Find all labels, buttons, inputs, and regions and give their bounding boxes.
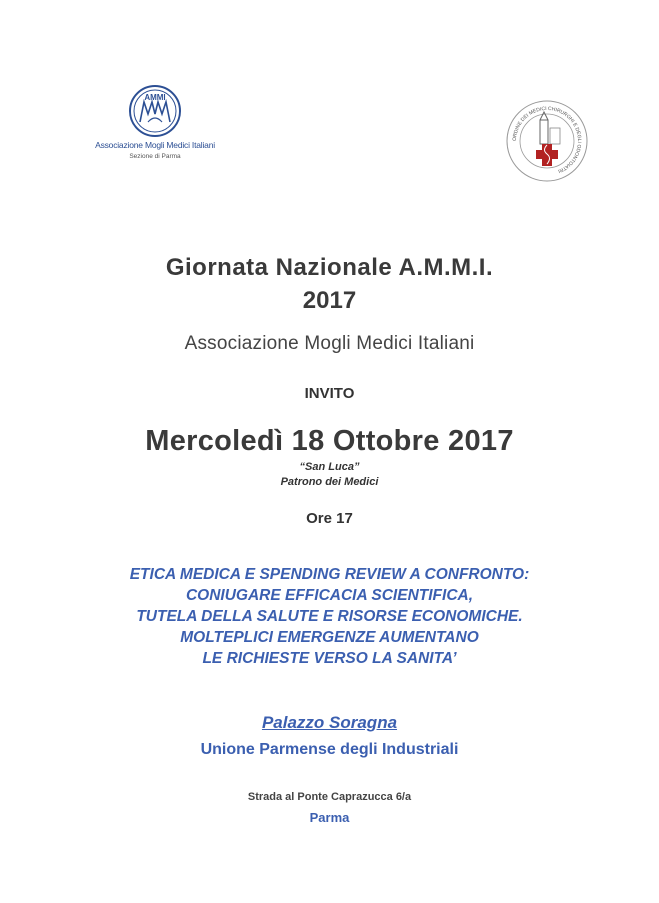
theme-line: CONIUGARE EFFICACIA SCIENTIFICA, — [185, 587, 474, 604]
ammi-logo-name: Associazione Mogli Medici Italiani — [95, 140, 215, 150]
saint-name: “San Luca” — [299, 461, 360, 473]
venue-city: Parma — [309, 810, 350, 825]
ammi-logo — [70, 84, 240, 160]
venue-address: Strada al Ponte Caprazucca 6/a — [247, 791, 412, 803]
medical-order-seal-icon — [504, 98, 590, 184]
event-year: 2017 — [302, 287, 357, 314]
event-title: Giornata Nazionale A.M.M.I. — [165, 254, 494, 281]
ammi-emblem-icon — [128, 84, 182, 138]
medical-order-seal — [504, 98, 590, 184]
venue-name: Palazzo Soragna — [261, 713, 398, 732]
theme-line: ETICA MEDICA E SPENDING REVIEW A CONFRONTO: — [129, 566, 530, 583]
patron-label: Patrono dei Medici — [280, 476, 379, 488]
event-time: Ore 17 — [306, 510, 353, 527]
event-date: Mercoledì 18 Ottobre 2017 — [145, 425, 514, 457]
theme-line: TUTELA DELLA SALUTE E RISORSE ECONOMICHE. — [136, 608, 523, 625]
venue-organization: Unione Parmense degli Industriali — [200, 741, 459, 758]
ammi-monogram: AMMI — [144, 93, 166, 102]
ammi-logo-section: Sezione di Parma — [129, 153, 181, 160]
theme-line: LE RICHIESTE VERSO LA SANITA’ — [202, 650, 457, 667]
invite-label: INVITO — [304, 385, 355, 402]
event-theme — [0, 564, 659, 669]
theme-line: MOLTEPLICI EMERGENZE AUMENTANO — [180, 629, 479, 646]
association-name: Associazione Mogli Medici Italiani — [184, 333, 475, 354]
seal-ring-text: ORDINE DEI MEDICI CHIRURGHI E DEGLI ODONTOIATRI — [511, 105, 583, 174]
